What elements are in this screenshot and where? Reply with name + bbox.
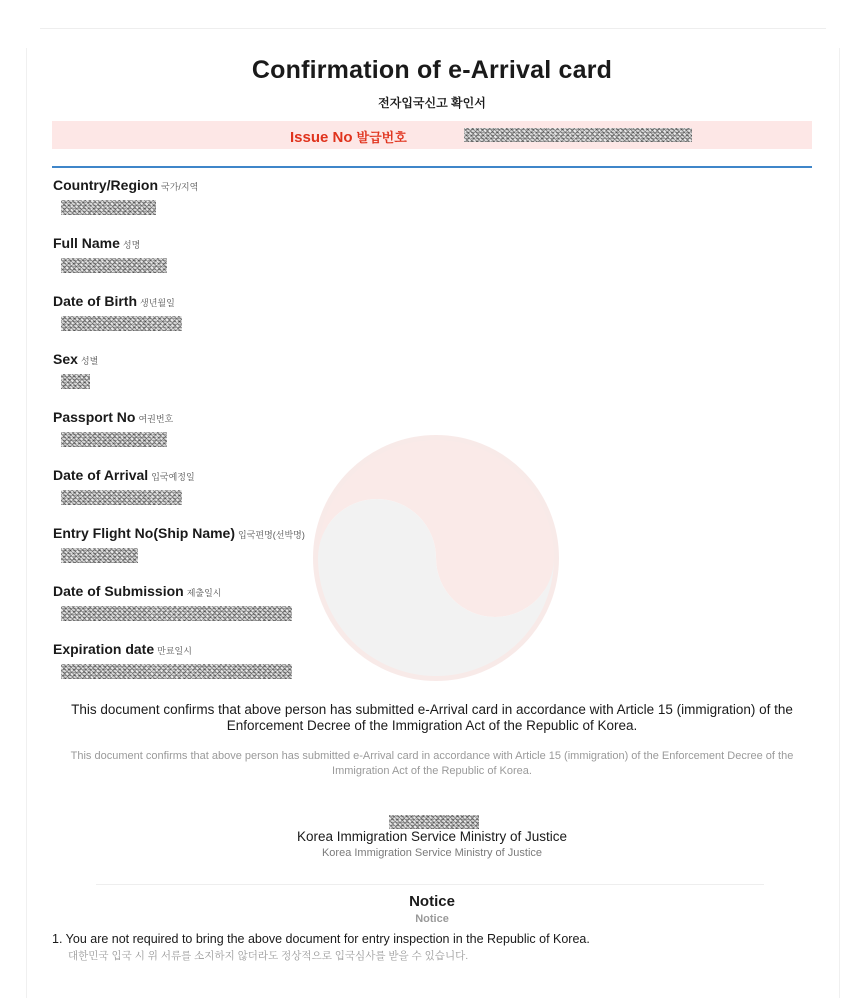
top-divider bbox=[40, 28, 826, 29]
issuing-authority-secondary: Korea Immigration Service Ministry of Justice bbox=[321, 847, 543, 859]
field-date-of-birth-value-redacted bbox=[61, 316, 182, 331]
notice-subtitle: Notice bbox=[415, 913, 449, 925]
confirmation-statement: This document confirms that above person has submitted e-Arrival card in accordance with Article 15 (immigration) of the Enforcement Decree of the Immigration Act of the Republic of Korea. bbox=[71, 702, 793, 733]
notice-divider bbox=[96, 884, 764, 885]
field-country-label: Country/Region 국가/지역 bbox=[53, 177, 199, 193]
field-date-of-arrival-label: Date of Arrival 입국예정일 bbox=[53, 467, 195, 483]
document-subtitle: 전자입국신고 확인서 bbox=[378, 96, 486, 110]
field-passport-no-label: Passport No 여권번호 bbox=[53, 409, 174, 425]
field-date-of-submission-value-redacted bbox=[61, 606, 292, 621]
document-title: Confirmation of e-Arrival card bbox=[251, 56, 613, 84]
notice-item-1-korean: 대한민국 입국 시 위 서류를 소지하지 않더라도 정상적으로 입국심사를 받을 수 있습니다. bbox=[68, 950, 469, 962]
field-full-name-value-redacted bbox=[61, 258, 167, 273]
issue-number-label: Issue No 발급번호 bbox=[290, 129, 407, 146]
field-sex-value-redacted bbox=[61, 374, 90, 389]
field-date-of-submission-label: Date of Submission 제출일시 bbox=[53, 583, 222, 599]
field-expiration-date-label: Expiration date 만료일시 bbox=[53, 641, 192, 657]
field-entry-flight-value-redacted bbox=[61, 548, 138, 563]
field-date-of-birth-label: Date of Birth 생년월일 bbox=[53, 293, 175, 309]
official-seal-redacted bbox=[389, 815, 479, 829]
field-sex-label: Sex 성별 bbox=[53, 351, 99, 367]
field-passport-no-value-redacted bbox=[61, 432, 167, 447]
issuing-authority: Korea Immigration Service Ministry of Justice bbox=[296, 829, 568, 844]
confirmation-statement-secondary: This document confirms that above person has submitted e-Arrival card in accordance with Article 15 (immigration) of the Enforcement Decree of the Immigration Act of the Republic of Korea. bbox=[70, 750, 794, 777]
notice-item-1: 1. You are not required to bring the above document for entry inspection in the Republic of Korea. bbox=[52, 932, 590, 946]
issue-number-redacted bbox=[464, 128, 692, 142]
field-date-of-arrival-value-redacted bbox=[61, 490, 182, 505]
field-full-name-label: Full Name 성명 bbox=[53, 235, 141, 251]
notice-title: Notice bbox=[409, 893, 455, 910]
field-country-value-redacted bbox=[61, 200, 156, 215]
field-entry-flight-label: Entry Flight No(Ship Name) 입국편명(선박명) bbox=[53, 525, 305, 541]
issue-number-bar bbox=[52, 121, 812, 149]
header-divider bbox=[52, 166, 812, 168]
taegeuk-emblem-watermark bbox=[256, 378, 616, 738]
field-expiration-date-value-redacted bbox=[61, 664, 292, 679]
